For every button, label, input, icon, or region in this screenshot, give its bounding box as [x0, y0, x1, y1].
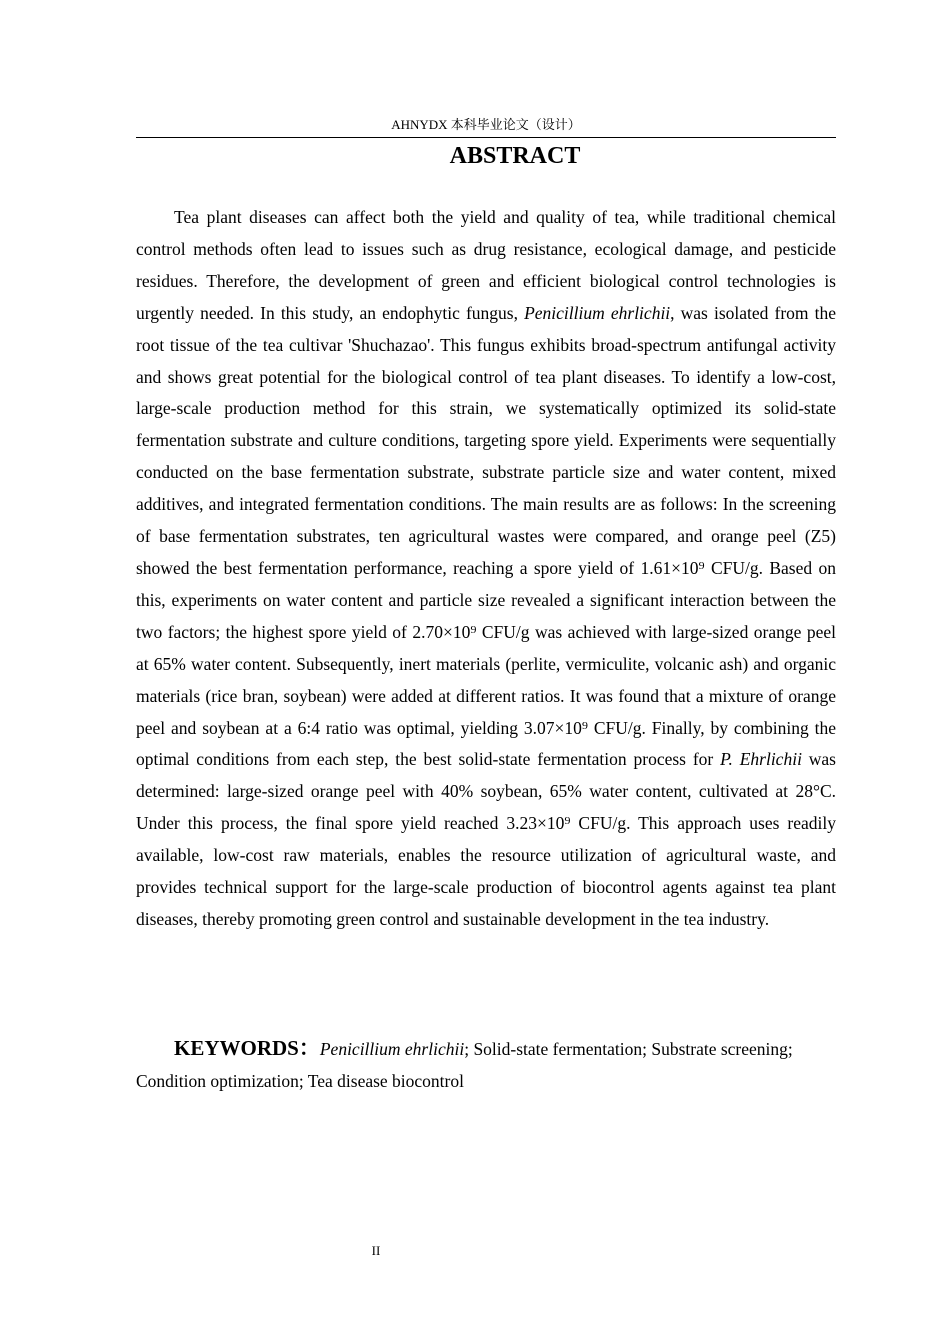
abstract-paragraph	[136, 202, 836, 936]
abstract-species-name: Penicillium ehrlichii	[524, 302, 671, 323]
keyword-separator: ;	[464, 1039, 474, 1059]
running-header: AHNYDX 本科毕业论文（设计）	[391, 117, 581, 132]
abstract-text-part-3: was determined: large-sized orange peel with 40% soybean, 65% water content, cultivated at 28°C. Under this process, the final spore yield reached 3.23×10⁹ CFU/g. This approach uses readily available, low-cost raw materials, enables the resource utilization of agricultural waste, and provides technical support for the large-scale production of biocontrol agents against tea plant diseases, thereby promoting green control and sustainable development in the tea industry.	[136, 749, 836, 929]
keywords-line	[136, 1032, 836, 1097]
header-divider	[136, 137, 836, 138]
keyword-item: Solid-state fermentation	[473, 1039, 643, 1059]
keyword-separator: ;	[298, 1071, 308, 1091]
keyword-separator: ;	[642, 1039, 652, 1059]
abstract-species-short-name: P. Ehrlichii	[720, 749, 802, 770]
page-title: ABSTRACT	[449, 143, 581, 169]
keywords-label: KEYWORDS：	[174, 1036, 320, 1060]
keyword-item: Tea disease biocontrol	[307, 1071, 464, 1091]
keyword-item: Condition optimization	[136, 1071, 299, 1091]
keyword-separator: ;	[787, 1039, 793, 1059]
keyword-item: Penicillium ehrlichii	[319, 1039, 465, 1059]
page-number: II	[371, 1243, 381, 1258]
keyword-item: Substrate screening	[651, 1039, 788, 1059]
abstract-text-part-2: , was isolated from the root tissue of the tea cultivar 'Shuchazao'. This fungus exhibits broad-spectrum antifungal activity and shows great potential for the biological control of tea plant diseases. To identify a low-cost, large-scale production method for this strain, we systematically optimized its solid-state fermentation substrate and culture conditions, targeting spore yield. Experiments were sequentially conducted on the base fermentation substrate, substrate particle size and water content, mixed additives, and integrated fermentation conditions. The main results are as follows: In the screening of base fermentation substrates, ten agricultural wastes were compared, and orange peel (Z5) showed the best fermentation performance, reaching a spore yield of 1.61×10⁹ CFU/g. Based on this, experiments on water content and particle size revealed a significant interaction between the two factors; the highest spore yield of 2.70×10⁹ CFU/g was achieved with large-sized orange peel at 65% water content. Subsequently, inert materials (perlite, vermiculite, volcanic ash) and organic materials (rice bran, soybean) were added at different ratios. It was found that a mixture of orange peel and soybean at a 6:4 ratio was optimal, yielding 3.07×10⁹ CFU/g. Finally, by combining the optimal conditions from each step, the best solid-state fermentation process for	[136, 302, 837, 770]
abstract-text-part-1: Tea plant diseases can affect both the yield and quality of tea, while traditional chemical control methods often lead to issues such as drug resistance, ecological damage, and pesticide residues. Therefore, the development of green and efficient biological control technologies is urgently needed. In this study, an endophytic fungus,	[136, 207, 836, 323]
